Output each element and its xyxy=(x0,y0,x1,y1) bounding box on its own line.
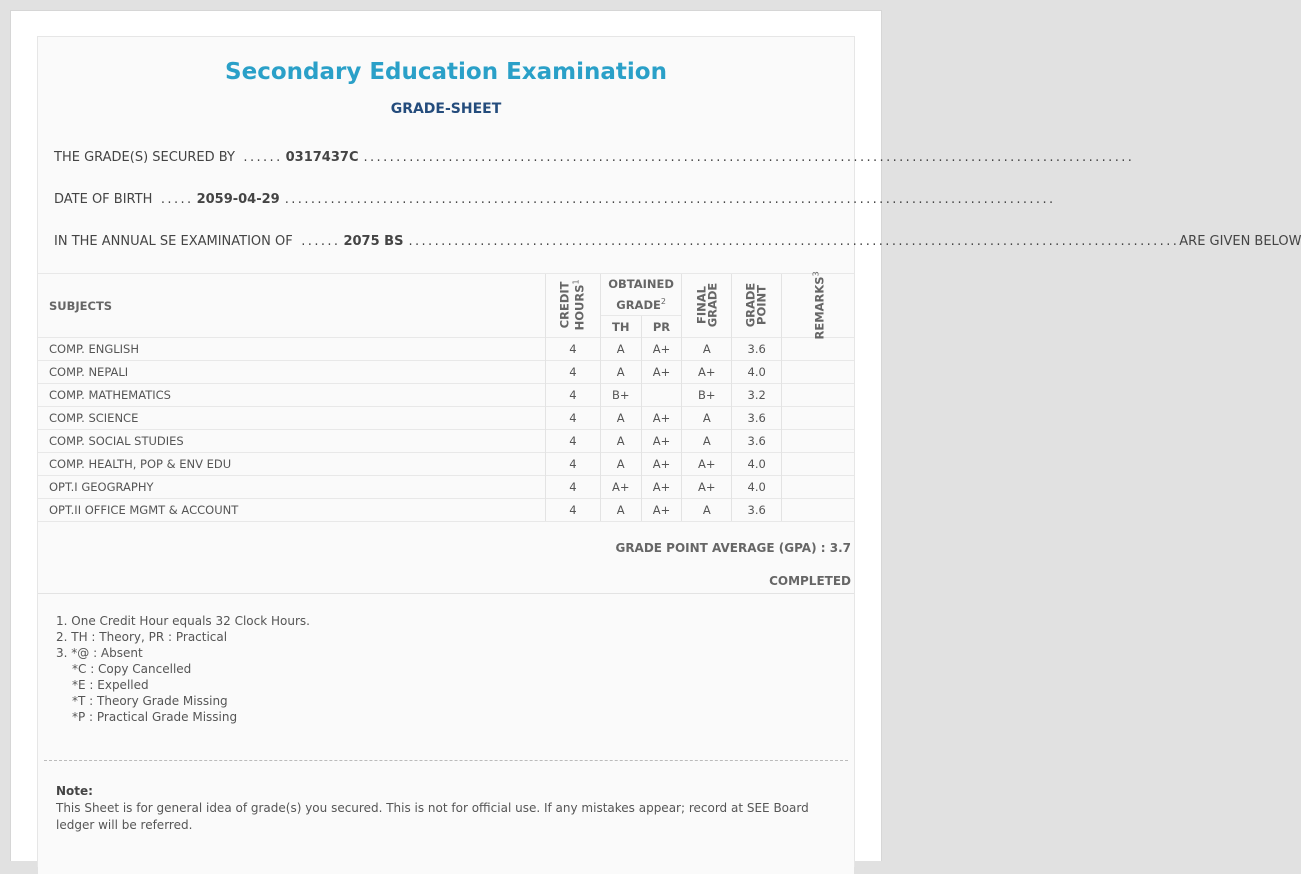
secured-by-line xyxy=(54,150,1135,168)
footnote-3: 3. *@ : Absent xyxy=(56,646,143,660)
subject-cell: COMP. SCIENCE xyxy=(38,407,545,430)
obtained-grade-header: OBTAINED GRADE$^2$ xyxy=(600,274,682,316)
note-title: Note: xyxy=(56,784,93,798)
subject-cell: OPT.I GEOGRAPHY xyxy=(38,476,545,499)
point-cell: 3.6 xyxy=(732,407,782,430)
subject-cell: COMP. HEALTH, POP & ENV EDU xyxy=(38,453,545,476)
page-frame xyxy=(10,10,1301,861)
pr-cell: A+ xyxy=(641,361,682,384)
final-grade-header: FINAL GRADE xyxy=(682,274,732,338)
final-cell: A xyxy=(682,407,732,430)
secured-by-label: THE GRADE(S) SECURED BY xyxy=(54,150,235,165)
subject-cell: OPT.II OFFICE MGMT & ACCOUNT xyxy=(38,499,545,522)
note-text: This Sheet is for general idea of grade(s) you secured. This is not for official use. If any mistakes appear; record at SEE Board ledger will be referred. xyxy=(56,801,809,832)
gpa-value: 3.7 xyxy=(829,541,851,555)
credit-cell: 4 xyxy=(545,407,600,430)
status-text: COMPLETED xyxy=(769,574,851,588)
exam-label: IN THE ANNUAL SE EXAMINATION OF xyxy=(54,234,293,249)
footnote-copy-cancelled: *C : Copy Cancelled xyxy=(72,662,192,676)
exam-line xyxy=(54,234,1301,252)
remarks-cell xyxy=(782,453,854,476)
th-cell: A xyxy=(600,407,641,430)
remarks-cell xyxy=(782,384,854,407)
footnote-theory-missing: *T : Theory Grade Missing xyxy=(72,694,228,708)
remarks-cell xyxy=(782,338,854,361)
remarks-cell xyxy=(782,407,854,430)
remarks-cell xyxy=(782,476,854,499)
point-cell: 4.0 xyxy=(732,476,782,499)
notes-section xyxy=(38,593,854,874)
table-row xyxy=(38,384,854,407)
dots: ...................................................................................................................... xyxy=(284,192,1056,207)
remarks-header: REMARKS$^3$ xyxy=(782,274,854,338)
table-row xyxy=(38,499,854,522)
credit-cell: 4 xyxy=(545,499,600,522)
gpa-label: GRADE POINT AVERAGE (GPA) : xyxy=(615,541,826,555)
credit-cell: 4 xyxy=(545,476,600,499)
subject-cell: COMP. SOCIAL STUDIES xyxy=(38,430,545,453)
credit-cell: 4 xyxy=(545,384,600,407)
dots: ...................................................................................................................... xyxy=(363,150,1135,165)
pr-cell: A+ xyxy=(641,430,682,453)
point-cell: 4.0 xyxy=(732,453,782,476)
pr-cell xyxy=(641,384,682,407)
subject-cell: COMP. NEPALI xyxy=(38,361,545,384)
dots: ...... xyxy=(236,150,283,165)
remarks-cell xyxy=(782,499,854,522)
table-row xyxy=(38,361,854,384)
credit-cell: 4 xyxy=(545,361,600,384)
point-cell: 3.6 xyxy=(732,338,782,361)
point-cell: 3.6 xyxy=(732,430,782,453)
subjects-header: SUBJECTS xyxy=(38,274,545,338)
exam-year: 2075 BS xyxy=(343,234,404,249)
th-cell: A xyxy=(600,361,641,384)
footnote-2: 2. TH : Theory, PR : Practical xyxy=(56,630,228,644)
point-cell: 3.6 xyxy=(732,499,782,522)
theory-header: TH xyxy=(600,316,641,338)
grade-sheet-subtitle: GRADE-SHEET xyxy=(390,101,502,117)
gpa-summary xyxy=(615,541,851,555)
exam-title: Secondary Education Examination xyxy=(225,59,667,85)
th-cell: B+ xyxy=(600,384,641,407)
th-cell: A xyxy=(600,430,641,453)
grade-point-header: GRADE POINT xyxy=(732,274,782,338)
pr-cell: A+ xyxy=(641,338,682,361)
dashed-divider xyxy=(44,760,848,761)
final-cell: A+ xyxy=(682,453,732,476)
grade-sheet xyxy=(37,36,1301,867)
footnote-practical-missing: *P : Practical Grade Missing xyxy=(72,710,238,724)
pr-cell: A+ xyxy=(641,476,682,499)
dots: ...... xyxy=(294,234,341,249)
final-cell: A xyxy=(682,338,732,361)
dots: ...................................................................................................................... xyxy=(408,234,1180,249)
subject-cell: COMP. MATHEMATICS xyxy=(38,384,545,407)
remarks-cell xyxy=(782,430,854,453)
dob-label: DATE OF BIRTH xyxy=(54,192,153,207)
grades-table xyxy=(38,270,854,522)
point-cell: 3.2 xyxy=(732,384,782,407)
dots: ..... xyxy=(154,192,194,207)
date-of-birth: 2059-04-29 xyxy=(196,192,280,207)
final-cell: A xyxy=(682,499,732,522)
credit-cell: 4 xyxy=(545,430,600,453)
credit-hours-header: CREDIT HOURS$^1$ xyxy=(545,274,600,338)
th-cell: A+ xyxy=(600,476,641,499)
symbol-number: 0317437C xyxy=(285,150,359,165)
pr-cell: A+ xyxy=(641,499,682,522)
dob-line xyxy=(54,192,1056,210)
final-cell: A+ xyxy=(682,361,732,384)
pr-cell: A+ xyxy=(641,407,682,430)
point-cell: 4.0 xyxy=(732,361,782,384)
th-cell: A xyxy=(600,338,641,361)
remarks-cell xyxy=(782,361,854,384)
table-row xyxy=(38,338,854,361)
pr-cell: A+ xyxy=(641,453,682,476)
credit-cell: 4 xyxy=(545,453,600,476)
grades-body xyxy=(38,338,854,522)
final-cell: A+ xyxy=(682,476,732,499)
footnote-expelled: *E : Expelled xyxy=(72,678,149,692)
final-cell: A xyxy=(682,430,732,453)
practical-header: PR xyxy=(641,316,682,338)
table-row xyxy=(38,453,854,476)
table-row xyxy=(38,407,854,430)
th-cell: A xyxy=(600,453,641,476)
credit-cell: 4 xyxy=(545,338,600,361)
subject-cell: COMP. ENGLISH xyxy=(38,338,545,361)
table-row xyxy=(38,476,854,499)
final-cell: B+ xyxy=(682,384,732,407)
table-row xyxy=(38,430,854,453)
th-cell: A xyxy=(600,499,641,522)
footnote-1: 1. One Credit Hour equals 32 Clock Hours. xyxy=(56,614,310,628)
exam-tail: ARE GIVEN BELOW xyxy=(1179,234,1301,249)
